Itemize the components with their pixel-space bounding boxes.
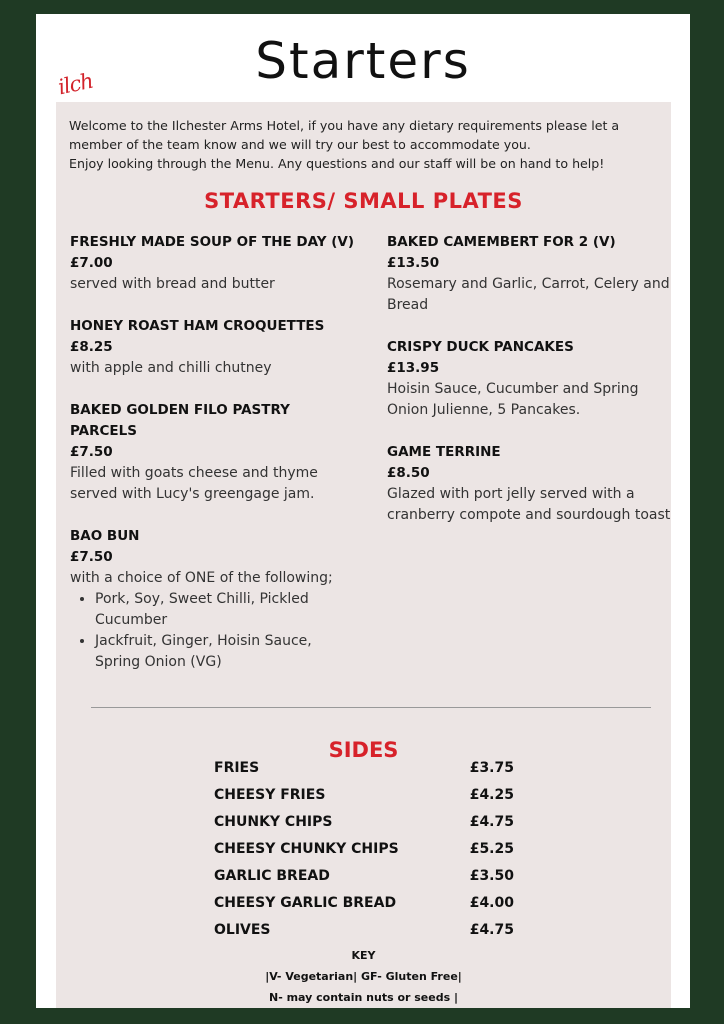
- item-price: £7.50: [70, 444, 113, 460]
- item-description: [70, 568, 360, 673]
- side-price: £4.00: [469, 895, 514, 911]
- item-name: HONEY ROAST HAM CROQUETTES: [70, 318, 325, 334]
- side-name: GARLIC BREAD: [214, 868, 330, 884]
- item-name: CRISPY DUCK PANCAKES: [387, 339, 574, 355]
- menu-item: [387, 442, 677, 526]
- side-name: CHEESY GARLIC BREAD: [214, 895, 397, 911]
- item-price: £8.25: [70, 339, 113, 355]
- side-name: CHEESY CHUNKY CHIPS: [214, 841, 399, 857]
- item-name: BAKED CAMEMBERT FOR 2 (V): [387, 234, 616, 250]
- menu-page: [36, 14, 690, 1008]
- side-price: £4.25: [469, 787, 514, 803]
- item-description: Filled with goats cheese and thyme served with Lucy's greengage jam.: [70, 465, 318, 502]
- side-name: CHUNKY CHIPS: [214, 814, 333, 830]
- item-intro: with a choice of ONE of the following;: [70, 570, 333, 586]
- dietary-key: [56, 945, 671, 1008]
- item-description: served with bread and butter: [70, 276, 275, 292]
- item-description: Hoisin Sauce, Cucumber and Spring Onion Julienne, 5 Pancakes.: [387, 381, 639, 418]
- side-row: [214, 814, 514, 841]
- intro-line-1: Welcome to the Ilchester Arms Hotel, if you have any dietary requirements please let a member of the team know and we will try our best to accommodate you.: [69, 118, 620, 152]
- side-row: [214, 841, 514, 868]
- side-price: £3.75: [469, 760, 514, 776]
- menu-item: [387, 232, 677, 316]
- side-price: £3.50: [469, 868, 514, 884]
- menu-panel: [56, 102, 671, 1008]
- section-divider: [91, 707, 651, 708]
- starters-left-column: [70, 232, 360, 694]
- starters-right-column: [387, 232, 677, 547]
- menu-item: [70, 526, 360, 673]
- menu-item: [387, 337, 677, 421]
- key-title: KEY: [351, 949, 376, 962]
- starters-heading: STARTERS/ SMALL PLATES: [204, 189, 523, 213]
- side-name: CHEESY FRIES: [214, 787, 326, 803]
- item-price: £7.00: [70, 255, 113, 271]
- sides-heading: SIDES: [328, 738, 399, 762]
- option-item: • Pork, Soy, Sweet Chilli, Pickled Cucumber: [95, 589, 360, 631]
- intro-text: [69, 116, 664, 173]
- option-list: [70, 589, 360, 673]
- menu-item: [70, 232, 360, 295]
- side-name: FRIES: [214, 760, 260, 776]
- item-price: £13.95: [387, 360, 440, 376]
- item-price: £8.50: [387, 465, 430, 481]
- option-item: • Jackfruit, Ginger, Hoisin Sauce, Spring Onion (VG): [95, 631, 360, 673]
- item-name: FRESHLY MADE SOUP OF THE DAY (V): [70, 234, 355, 250]
- side-price: £4.75: [469, 922, 514, 938]
- item-description: with apple and chilli chutney: [70, 360, 272, 376]
- intro-line-2: Enjoy looking through the Menu. Any questions and our staff will be on hand to help!: [69, 156, 605, 171]
- item-name: GAME TERRINE: [387, 444, 501, 460]
- key-line-2: N- may contain nuts or seeds |: [268, 991, 458, 1004]
- key-line-1: |V- Vegetarian| GF- Gluten Free|: [265, 970, 462, 983]
- item-description: Glazed with port jelly served with a cranberry compote and sourdough toast: [387, 486, 671, 523]
- side-price: £5.25: [469, 841, 514, 857]
- side-row: [214, 895, 514, 922]
- page-title: Starters: [255, 32, 471, 90]
- side-row: [214, 787, 514, 814]
- item-description: Rosemary and Garlic, Carrot, Celery and Bread: [387, 276, 670, 313]
- side-row: [214, 760, 514, 787]
- side-price: £4.75: [469, 814, 514, 830]
- side-name: OLIVES: [214, 922, 271, 938]
- item-price: £7.50: [70, 549, 113, 565]
- menu-item: [70, 316, 360, 379]
- sides-list: [214, 760, 514, 949]
- side-row: [214, 868, 514, 895]
- item-name: BAO BUN: [70, 528, 140, 544]
- item-price: £13.50: [387, 255, 440, 271]
- menu-item: [70, 400, 360, 505]
- item-name: BAKED GOLDEN FILO PASTRY PARCELS: [70, 402, 290, 439]
- logo: ilch: [55, 68, 95, 100]
